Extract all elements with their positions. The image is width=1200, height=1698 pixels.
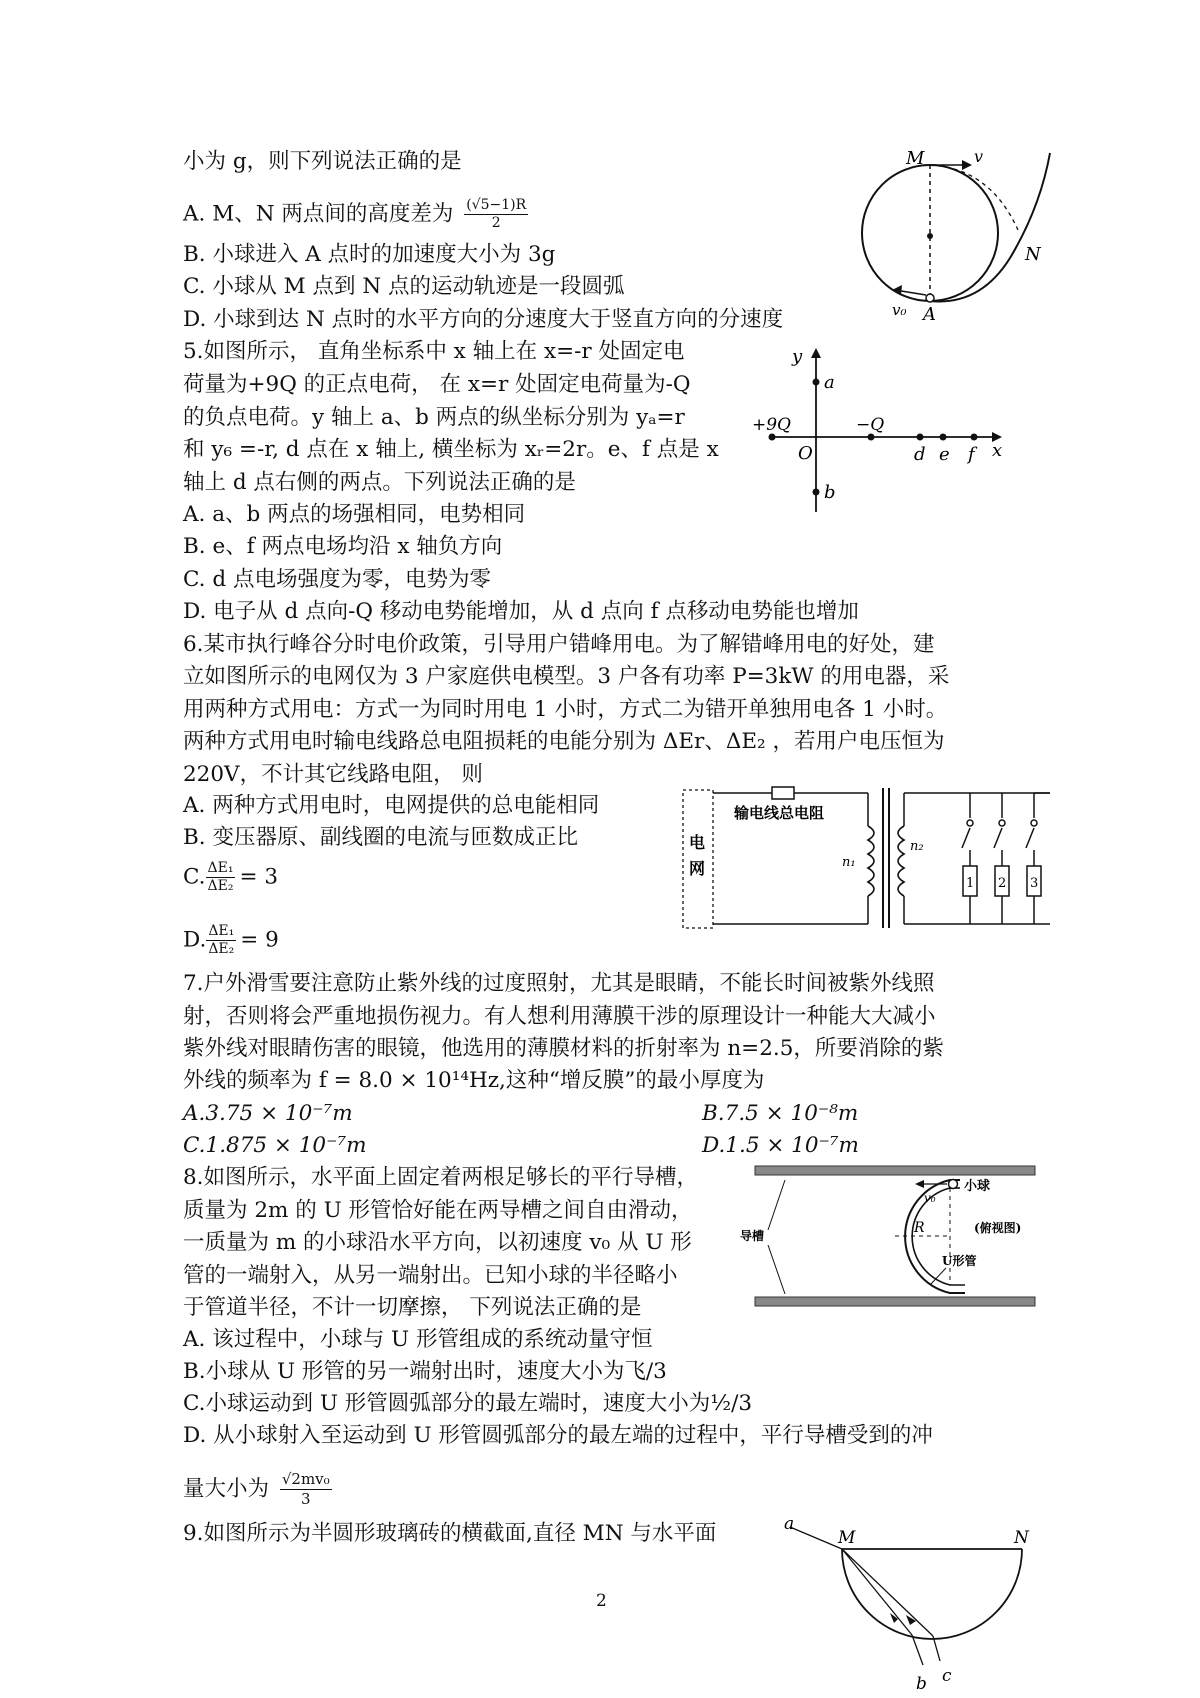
q4-label-v: v	[974, 148, 984, 166]
q5-label-f: f	[968, 444, 975, 465]
q7-stem-line-4: 外线的频率为 f = 8.0 × 10¹⁴Hz,这种“增反膜”的最小厚度为	[183, 1068, 765, 1093]
q8-groove-top	[755, 1166, 1035, 1175]
q8-stem-line-3: 一质量为 m 的小球沿水平方向，以初速度 v₀ 从 U 形	[183, 1230, 692, 1255]
q8-stem-line-5: 于管道半径，不计一切摩擦， 下列说法正确的是	[183, 1295, 642, 1320]
q7-option-b: B.7.5 × 10⁻⁸m	[702, 1101, 859, 1126]
q8-label-v0: v₀	[924, 1191, 936, 1205]
q8-label-view: (俯视图)	[974, 1221, 1022, 1235]
q6-n2-label: n₂	[910, 839, 924, 854]
q9-label-m: M	[838, 1528, 856, 1548]
q6-load-2-label: 2	[998, 876, 1007, 891]
q5-stem-line-3: 的负点电荷。y 轴上 a、b 两点的纵坐标分别为 yₐ=r	[183, 405, 685, 430]
q6-load-1-label: 1	[966, 876, 975, 891]
q5-point-f	[971, 434, 978, 441]
q5-label-a: a	[824, 372, 835, 393]
q6-stem-line-5: 220V，不计其它线路电阻， 则	[183, 762, 483, 787]
q5-label-b: b	[824, 482, 836, 503]
q9-label-a: a	[784, 1515, 795, 1534]
q4-center-dot	[927, 233, 933, 239]
q6-stem-line-2: 立如图所示的电网仅为 3 户家庭供电模型。3 户各有功率 P=3kW 的用电器，采	[183, 664, 950, 689]
q4-velocity-arrowhead	[962, 160, 972, 170]
q6-stem-line-1: 6.某市执行峰谷分时电价政策，引导用户错峰用电。为了解错峰用电的好处，建	[183, 632, 935, 657]
q5-axes-figure	[752, 342, 1012, 517]
q8-option-d-continued	[183, 1470, 336, 1509]
q8-option-c: C.小球运动到 U 形管圆弧部分的最左端时，速度大小为½/3	[183, 1391, 753, 1416]
q9-ray-b-arrowhead	[890, 1613, 898, 1623]
q5-stem-line-4: 和 y₆ =-r, d 点在 x 轴上, 横坐标为 xᵣ=2r。e、f 点是 x	[183, 437, 719, 462]
q8-stem-line-2: 质量为 2m 的 U 形管恰好能在两导槽之间自由滑动，	[183, 1198, 693, 1223]
q6-option-c	[183, 860, 278, 895]
q8-option-d: D. 从小球射入至运动到 U 形管圆弧部分的最左端的过程中，平行导槽受到的冲	[183, 1423, 933, 1448]
q6-grid-label-2: 网	[689, 859, 706, 878]
q9-incident-ray	[790, 1527, 842, 1549]
q6-grid-label-1: 电	[689, 833, 706, 852]
q6-option-c-denominator: ΔE₂	[207, 878, 234, 894]
q5-label-minusq: −Q	[856, 415, 885, 435]
page-number: 2	[596, 1591, 607, 1611]
q5-label-x: x	[992, 440, 1003, 461]
q9-stem-line-1: 9.如图所示为半圆形玻璃砖的横截面,直径 MN 与水平面	[183, 1521, 717, 1546]
q6-load-3-label: 3	[1030, 876, 1039, 891]
q4-label-n: N	[1025, 244, 1041, 265]
q4-track-right	[930, 153, 1050, 301]
q5-label-o: O	[798, 443, 813, 464]
q9-semicircle-figure	[770, 1515, 1040, 1695]
q8-label-groove: 导槽	[740, 1229, 765, 1243]
q8-ball	[949, 1180, 958, 1189]
q6-branch-2	[994, 793, 1009, 924]
q5-label-d: d	[914, 444, 926, 465]
q6-option-d-numerator: ΔE₁	[208, 923, 235, 939]
q6-stem-line-3: 用两种方式用电：方式一为同时用电 1 小时，方式二为错开单独用电各 1 小时。	[183, 697, 948, 722]
q8-v0-arrowhead	[915, 1180, 924, 1188]
q8-groove-pointer-top	[768, 1180, 785, 1230]
q8-option-b: B.小球从 U 形管的另一端射出时，速度大小为飞/3	[183, 1359, 667, 1384]
q4-option-a-prefix: A. M、N 两点间的高度差为	[183, 201, 454, 227]
q8-label-r: R	[914, 1220, 925, 1236]
q5-option-c: C. d 点电场强度为零，电势为零	[183, 567, 491, 592]
q6-primary-coil	[868, 826, 874, 896]
q8-option-d-denominator: 3	[300, 1490, 311, 1508]
q8-stem-line-1: 8.如图所示，水平面上固定着两根足够长的平行导槽，	[183, 1165, 699, 1190]
q8-groove-pointer-bottom	[768, 1245, 785, 1294]
q5-stem-line-1: 5.如图所示， 直角坐标系中 x 轴上在 x=-r 处固定电	[183, 339, 685, 364]
q9-label-c: c	[942, 1666, 952, 1686]
q6-option-c-numerator: ΔE₁	[207, 860, 234, 876]
q9-label-n: N	[1014, 1528, 1029, 1548]
q6-option-d-prefix: D.	[183, 927, 207, 953]
q4-option-a-denominator: 2	[491, 215, 501, 231]
q8-option-d-numerator: √2mv₀	[281, 1470, 330, 1488]
q6-branch-3	[1026, 793, 1050, 924]
q8-option-d-fraction	[280, 1470, 332, 1509]
q5-label-y: y	[792, 346, 803, 367]
q7-option-a: A.3.75 × 10⁻⁷m	[183, 1101, 353, 1126]
q4-option-c: C. 小球从 M 点到 N 点的运动轨迹是一段圆弧	[183, 274, 625, 299]
q4-stem-tail: 小为 g，则下列说法正确的是	[183, 149, 462, 174]
q8-utube-figure	[740, 1160, 1040, 1310]
q6-secondary-coil	[898, 826, 904, 896]
q6-n1-label: n₁	[842, 855, 856, 870]
q8-option-d-tail: 量大小为	[183, 1476, 270, 1502]
q9-semicircle-arc	[842, 1549, 1022, 1639]
q8-label-ball: 小球	[964, 1179, 991, 1194]
q6-option-c-fraction	[206, 860, 236, 895]
q5-point-a	[813, 379, 820, 386]
q8-option-a: A. 该过程中，小球与 U 形管组成的系统动量守恒	[183, 1327, 653, 1352]
q6-resistor-label: 输电线总电阻	[734, 804, 825, 822]
q5-option-b: B. e、f 两点电场均沿 x 轴负方向	[183, 534, 503, 559]
q4-option-a-fraction	[464, 197, 528, 232]
q6-branch-1	[962, 793, 977, 924]
q7-stem-line-3: 紫外线对眼睛伤害的眼镜，他选用的薄膜材料的折射率为 n=2.5，所要消除的紫	[183, 1036, 944, 1061]
q7-option-c: C.1.875 × 10⁻⁷m	[183, 1133, 367, 1158]
q8-label-utube: U形管	[942, 1254, 977, 1268]
q9-ray-b-to-arc	[912, 1635, 923, 1665]
q9-label-b: b	[916, 1674, 927, 1694]
q5-stem-line-5: 轴上 d 点右侧的两点。下列说法正确的是	[183, 470, 576, 495]
q5-point-b	[813, 489, 820, 496]
q7-stem-line-2: 射，否则将会严重地损伤视力。有人想利用薄膜干涉的原理设计一种能大大减小	[183, 1004, 936, 1029]
q7-option-d: D.1.5 × 10⁻⁷m	[702, 1133, 859, 1158]
q5-y-arrowhead	[811, 348, 821, 358]
q4-label-m: M	[906, 148, 925, 169]
q5-option-a: A. a、b 两点的场强相同，电势相同	[183, 502, 526, 527]
q5-label-plus9q: +9Q	[752, 415, 791, 435]
q6-option-d-value: = 9	[240, 927, 279, 953]
q4-option-b: B. 小球进入 A 点时的加速度大小为 3g	[183, 242, 556, 267]
q6-option-d	[183, 923, 279, 958]
q4-label-a: A	[923, 304, 936, 323]
q6-option-b: B. 变压器原、副线圈的电流与匝数成正比	[183, 825, 578, 850]
q5-point-e	[940, 434, 947, 441]
q6-option-c-value: = 3	[239, 864, 279, 890]
q5-point-d	[917, 434, 924, 441]
q4-ball-at-a	[926, 294, 934, 302]
q8-groove-bottom	[755, 1297, 1035, 1306]
q6-option-d-fraction	[206, 923, 236, 958]
q6-line-resistor	[772, 787, 794, 799]
q6-circuit-figure	[680, 778, 1060, 933]
q5-option-d: D. 电子从 d 点向-Q 移动电势能增加，从 d 点向 f 点移动电势能也增加	[183, 599, 859, 624]
q8-stem-line-4: 管的一端射入，从另一端射出。已知小球的半径略小	[183, 1263, 678, 1288]
q4-label-v0: v₀	[892, 301, 907, 319]
q4-loop-figure	[850, 148, 1055, 323]
q7-stem-line-1: 7.户外滑雪要注意防止紫外线的过度照射，尤其是眼睛，不能长时间被紫外线照	[183, 971, 935, 996]
q9-ray-c	[842, 1549, 933, 1636]
q6-option-a: A. 两种方式用电时，电网提供的总电能相同	[183, 793, 600, 818]
q6-option-d-denominator: ΔE₂	[208, 941, 235, 957]
q4-option-a	[183, 197, 532, 232]
q5-label-e: e	[939, 444, 950, 465]
q4-trajectory-dashed	[930, 165, 1018, 230]
q4-option-a-numerator: (√5−1)R	[466, 197, 527, 213]
q5-stem-line-2: 荷量为+9Q 的正点电荷， 在 x=r 处固定电荷量为-Q	[183, 372, 691, 397]
q6-option-c-prefix: C.	[183, 864, 206, 890]
q6-stem-line-4: 两种方式用电时输电线路总电阻损耗的电能分别为 ΔEr、ΔE₂ ，若用户电压恒为	[183, 729, 945, 754]
q4-option-d: D. 小球到达 N 点时的水平方向的分速度大于竖直方向的分速度	[183, 307, 784, 332]
q9-ray-c-arrowhead	[906, 1615, 916, 1625]
